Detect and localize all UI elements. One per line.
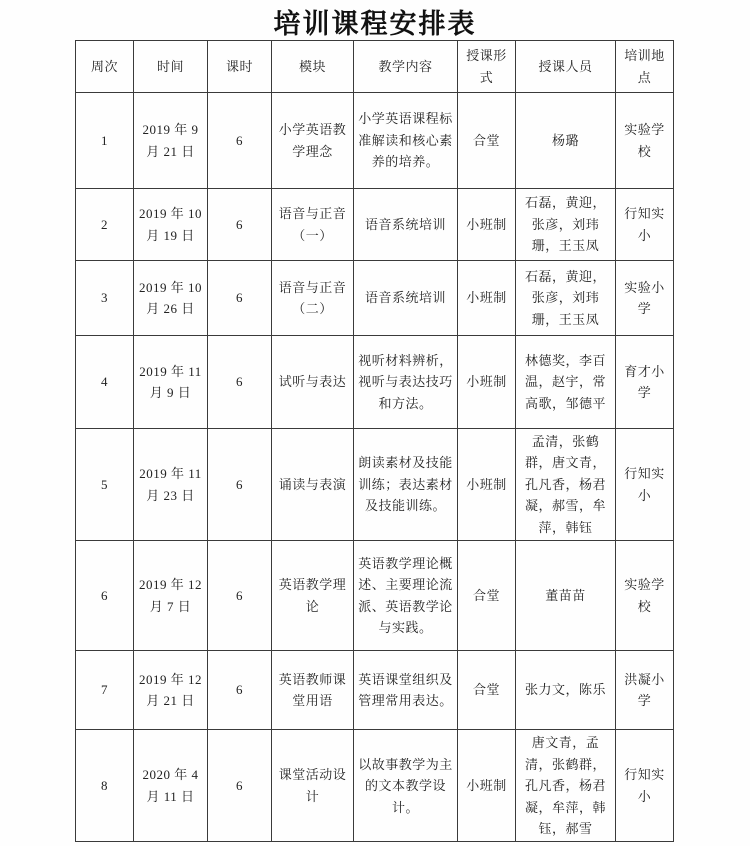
table-row bbox=[76, 730, 674, 842]
cell-date: 2019 年 10 月 19 日 bbox=[134, 189, 208, 261]
cell-format: 合堂 bbox=[458, 541, 516, 651]
cell-date: 2020 年 4 月 11 日 bbox=[134, 730, 208, 842]
cell-module: 小学英语教学理念 bbox=[272, 93, 354, 189]
cell-format: 小班制 bbox=[458, 429, 516, 541]
table-row bbox=[76, 651, 674, 730]
training-schedule-table bbox=[75, 40, 674, 842]
cell-date: 2019 年 12 月 7 日 bbox=[134, 541, 208, 651]
cell-week: 1 bbox=[76, 93, 134, 189]
cell-date: 2019 年 11 月 23 日 bbox=[134, 429, 208, 541]
header-instructors: 授课人员 bbox=[516, 41, 616, 93]
cell-instructors: 石磊，黄迎，张彦，刘玮珊，王玉凤 bbox=[516, 189, 616, 261]
cell-content: 语音系统培训 bbox=[354, 189, 458, 261]
cell-week: 3 bbox=[76, 261, 134, 336]
header-module: 模块 bbox=[272, 41, 354, 93]
cell-week: 4 bbox=[76, 336, 134, 429]
cell-format: 小班制 bbox=[458, 730, 516, 842]
cell-date: 2019 年 9 月 21 日 bbox=[134, 93, 208, 189]
table-header-row bbox=[76, 41, 674, 93]
cell-format: 合堂 bbox=[458, 93, 516, 189]
cell-instructors: 唐文青，孟清，张鹤群，孔凡香，杨君凝，牟萍，韩钰，郝雪 bbox=[516, 730, 616, 842]
table-row bbox=[76, 93, 674, 189]
cell-instructors: 石磊，黄迎，张彦，刘玮珊，王玉凤 bbox=[516, 261, 616, 336]
cell-module: 试听与表达 bbox=[272, 336, 354, 429]
cell-week: 7 bbox=[76, 651, 134, 730]
cell-location: 行知实小 bbox=[616, 730, 674, 842]
cell-module: 语音与正音（二） bbox=[272, 261, 354, 336]
cell-hours: 6 bbox=[208, 93, 272, 189]
cell-content: 小学英语课程标准解读和核心素养的培养。 bbox=[354, 93, 458, 189]
page-title: 培训课程安排表 bbox=[273, 9, 477, 39]
cell-hours: 6 bbox=[208, 730, 272, 842]
cell-module: 英语教学理论 bbox=[272, 541, 354, 651]
cell-date: 2019 年 10 月 26 日 bbox=[134, 261, 208, 336]
cell-hours: 6 bbox=[208, 189, 272, 261]
cell-format: 小班制 bbox=[458, 336, 516, 429]
cell-content: 英语教学理论概述、主要理论流派、英语教学论与实践。 bbox=[354, 541, 458, 651]
cell-hours: 6 bbox=[208, 336, 272, 429]
cell-instructors: 张力文，陈乐 bbox=[516, 651, 616, 730]
cell-location: 洪凝小学 bbox=[616, 651, 674, 730]
cell-module: 语音与正音（一） bbox=[272, 189, 354, 261]
cell-week: 6 bbox=[76, 541, 134, 651]
cell-week: 5 bbox=[76, 429, 134, 541]
header-format: 授课形式 bbox=[458, 41, 516, 93]
table-row bbox=[76, 189, 674, 261]
cell-week: 2 bbox=[76, 189, 134, 261]
header-date: 时间 bbox=[134, 41, 208, 93]
table-row bbox=[76, 429, 674, 541]
cell-content: 视听材料辨析，视听与表达技巧和方法。 bbox=[354, 336, 458, 429]
cell-week: 8 bbox=[76, 730, 134, 842]
cell-format: 小班制 bbox=[458, 189, 516, 261]
cell-date: 2019 年 12 月 21 日 bbox=[134, 651, 208, 730]
cell-location: 实验学校 bbox=[616, 93, 674, 189]
table-row bbox=[76, 261, 674, 336]
cell-location: 行知实小 bbox=[616, 189, 674, 261]
cell-hours: 6 bbox=[208, 429, 272, 541]
cell-instructors: 林德奖，李百温，赵宇，常高歌，邹德平 bbox=[516, 336, 616, 429]
cell-location: 实验小学 bbox=[616, 261, 674, 336]
cell-location: 育才小学 bbox=[616, 336, 674, 429]
cell-hours: 6 bbox=[208, 541, 272, 651]
header-location: 培训地点 bbox=[616, 41, 674, 93]
cell-instructors: 杨璐 bbox=[516, 93, 616, 189]
cell-content: 英语课堂组织及管理常用表达。 bbox=[354, 651, 458, 730]
cell-content: 语音系统培训 bbox=[354, 261, 458, 336]
cell-format: 合堂 bbox=[458, 651, 516, 730]
header-hours: 课时 bbox=[208, 41, 272, 93]
cell-instructors: 孟清，张鹤群，唐文青，孔凡香，杨君凝，郝雪，牟萍，韩钰 bbox=[516, 429, 616, 541]
cell-module: 诵读与表演 bbox=[272, 429, 354, 541]
cell-date: 2019 年 11 月 9 日 bbox=[134, 336, 208, 429]
cell-location: 实验学校 bbox=[616, 541, 674, 651]
header-content: 教学内容 bbox=[354, 41, 458, 93]
table-row bbox=[76, 541, 674, 651]
cell-instructors: 董苗苗 bbox=[516, 541, 616, 651]
cell-content: 朗读素材及技能训练；表达素材及技能训练。 bbox=[354, 429, 458, 541]
cell-module: 英语教师课堂用语 bbox=[272, 651, 354, 730]
table-row bbox=[76, 336, 674, 429]
cell-hours: 6 bbox=[208, 261, 272, 336]
cell-content: 以故事教学为主的文本教学设计。 bbox=[354, 730, 458, 842]
header-week: 周次 bbox=[76, 41, 134, 93]
cell-location: 行知实小 bbox=[616, 429, 674, 541]
cell-format: 小班制 bbox=[458, 261, 516, 336]
cell-hours: 6 bbox=[208, 651, 272, 730]
cell-module: 课堂活动设计 bbox=[272, 730, 354, 842]
